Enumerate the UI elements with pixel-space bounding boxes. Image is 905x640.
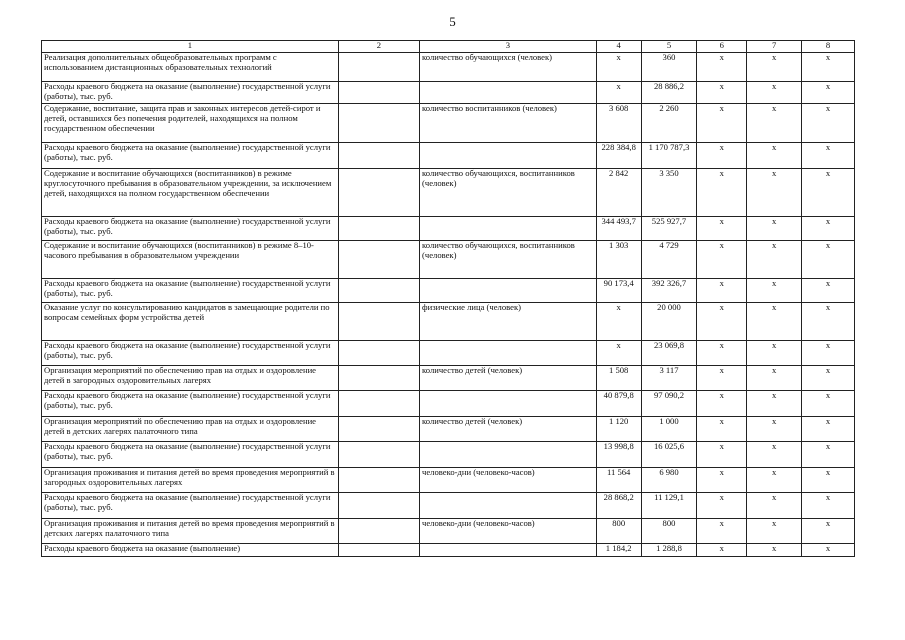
column-2-cell (338, 366, 419, 391)
value-col6-cell: х (697, 53, 747, 82)
value-col8-cell: х (802, 104, 855, 143)
value-col4-cell: 11 564 (596, 468, 641, 493)
value-col4-cell: 228 384,8 (596, 143, 641, 169)
indicator-cell (420, 493, 597, 519)
value-col5-cell: 1 170 787,3 (641, 143, 697, 169)
value-col6-cell: х (697, 493, 747, 519)
value-col4-cell: 40 879,8 (596, 391, 641, 417)
column-header-7: 7 (747, 41, 802, 53)
value-col8-cell: х (802, 53, 855, 82)
value-col4-cell: 1 303 (596, 241, 641, 279)
value-col6-cell: х (697, 169, 747, 217)
service-name-cell: Оказание услуг по консультированию кандидатов в замещающие родители по вопросам семейных форм устройства детей (42, 303, 339, 341)
service-name-cell: Содержание и воспитание обучающихся (воспитанников) в режиме 8–10-часового пребывания в образовательном учреждении (42, 241, 339, 279)
value-col5-cell: 3 117 (641, 366, 697, 391)
service-name-cell: Расходы краевого бюджета на оказание (выполнение) государственной услуги (работы), тыс. руб. (42, 341, 339, 366)
indicator-cell (420, 544, 597, 557)
value-col8-cell: х (802, 217, 855, 241)
value-col7-cell: х (747, 493, 802, 519)
value-col7-cell: х (747, 417, 802, 442)
value-col8-cell: х (802, 143, 855, 169)
table-row (42, 391, 855, 417)
value-col5-cell: 4 729 (641, 241, 697, 279)
column-2-cell (338, 544, 419, 557)
value-col4-cell: 344 493,7 (596, 217, 641, 241)
value-col4-cell: х (596, 341, 641, 366)
table-row (42, 279, 855, 303)
table-row (42, 493, 855, 519)
indicator-cell: человеко-дни (человеко-часов) (420, 519, 597, 544)
value-col5-cell: 360 (641, 53, 697, 82)
table-row (42, 143, 855, 169)
value-col6-cell: х (697, 391, 747, 417)
value-col6-cell: х (697, 519, 747, 544)
service-name-cell: Содержание, воспитание, защита прав и законных интересов детей-сирот и детей, оставшихся без попечения родителей, находящихся на полном государственном обеспечении (42, 104, 339, 143)
value-col5-cell: 11 129,1 (641, 493, 697, 519)
value-col8-cell: х (802, 341, 855, 366)
column-header-1: 1 (42, 41, 339, 53)
table-row (42, 241, 855, 279)
service-name-cell: Организация проживания и питания детей во время проведения мероприятий в загородных оздоровительных лагерях (42, 468, 339, 493)
value-col8-cell: х (802, 468, 855, 493)
value-col6-cell: х (697, 366, 747, 391)
value-col7-cell: х (747, 217, 802, 241)
value-col8-cell: х (802, 279, 855, 303)
column-2-cell (338, 341, 419, 366)
column-header-4: 4 (596, 41, 641, 53)
indicator-cell (420, 217, 597, 241)
indicator-cell: физические лица (человек) (420, 303, 597, 341)
indicator-cell: человеко-дни (человеко-часов) (420, 468, 597, 493)
value-col5-cell: 23 069,8 (641, 341, 697, 366)
value-col5-cell: 1 288,8 (641, 544, 697, 557)
column-header-6: 6 (697, 41, 747, 53)
table-row (42, 169, 855, 217)
value-col7-cell: х (747, 303, 802, 341)
value-col5-cell: 800 (641, 519, 697, 544)
value-col4-cell: 1 120 (596, 417, 641, 442)
column-header-5: 5 (641, 41, 697, 53)
value-col4-cell: х (596, 53, 641, 82)
value-col6-cell: х (697, 341, 747, 366)
value-col7-cell: х (747, 366, 802, 391)
indicator-cell (420, 442, 597, 468)
column-2-cell (338, 279, 419, 303)
column-2-cell (338, 391, 419, 417)
indicator-cell (420, 341, 597, 366)
value-col4-cell: 800 (596, 519, 641, 544)
column-2-cell (338, 442, 419, 468)
table-body (42, 53, 855, 557)
indicator-cell (420, 82, 597, 104)
indicator-cell: количество обучающихся, воспитанников (человек) (420, 241, 597, 279)
value-col4-cell: 28 868,2 (596, 493, 641, 519)
value-col8-cell: х (802, 417, 855, 442)
column-header-3: 3 (420, 41, 597, 53)
value-col7-cell: х (747, 279, 802, 303)
column-2-cell (338, 493, 419, 519)
service-name-cell: Расходы краевого бюджета на оказание (выполнение) государственной услуги (работы), тыс. руб. (42, 217, 339, 241)
value-col8-cell: х (802, 366, 855, 391)
table-row (42, 544, 855, 557)
value-col6-cell: х (697, 241, 747, 279)
service-name-cell: Расходы краевого бюджета на оказание (выполнение) государственной услуги (работы), тыс. руб. (42, 391, 339, 417)
service-name-cell: Расходы краевого бюджета на оказание (выполнение) (42, 544, 339, 557)
service-name-cell: Расходы краевого бюджета на оказание (выполнение) государственной услуги (работы), тыс. руб. (42, 82, 339, 104)
service-name-cell: Расходы краевого бюджета на оказание (выполнение) государственной услуги (работы), тыс. руб. (42, 442, 339, 468)
value-col6-cell: х (697, 417, 747, 442)
table-row (42, 217, 855, 241)
value-col4-cell: х (596, 82, 641, 104)
column-2-cell (338, 519, 419, 544)
service-name-cell: Расходы краевого бюджета на оказание (выполнение) государственной услуги (работы), тыс. руб. (42, 143, 339, 169)
column-number-row (42, 41, 855, 53)
service-name-cell: Содержание и воспитание обучающихся (воспитанников) в режиме круглосуточного пребывания в образовательном учреждении, за исключением детей, находящихся на полном государственном обеспечении (42, 169, 339, 217)
column-header-8: 8 (802, 41, 855, 53)
value-col7-cell: х (747, 169, 802, 217)
value-col4-cell: 2 842 (596, 169, 641, 217)
value-col5-cell: 1 000 (641, 417, 697, 442)
value-col6-cell: х (697, 104, 747, 143)
value-col4-cell: 90 173,4 (596, 279, 641, 303)
state-assignment-table (41, 40, 855, 557)
column-2-cell (338, 241, 419, 279)
table-row (42, 303, 855, 341)
value-col5-cell: 2 260 (641, 104, 697, 143)
value-col5-cell: 16 025,6 (641, 442, 697, 468)
service-name-cell: Реализация дополнительных общеобразовательных программ с использованием дистанционных образовательных технологий (42, 53, 339, 82)
value-col8-cell: х (802, 391, 855, 417)
column-2-cell (338, 468, 419, 493)
service-name-cell: Расходы краевого бюджета на оказание (выполнение) государственной услуги (работы), тыс. руб. (42, 279, 339, 303)
value-col5-cell: 97 090,2 (641, 391, 697, 417)
indicator-cell (420, 279, 597, 303)
table-row (42, 366, 855, 391)
value-col4-cell: 3 608 (596, 104, 641, 143)
table-row (42, 417, 855, 442)
value-col5-cell: 525 927,7 (641, 217, 697, 241)
column-2-cell (338, 104, 419, 143)
value-col4-cell: 1 184,2 (596, 544, 641, 557)
value-col7-cell: х (747, 341, 802, 366)
column-2-cell (338, 53, 419, 82)
table-header (42, 41, 855, 53)
value-col6-cell: х (697, 143, 747, 169)
table-row (42, 82, 855, 104)
column-2-cell (338, 169, 419, 217)
service-name-cell: Организация мероприятий по обеспечению прав на отдых и оздоровление детей в детских лагерях палаточного типа (42, 417, 339, 442)
page-number: 5 (449, 14, 456, 29)
value-col7-cell: х (747, 53, 802, 82)
service-name-cell: Организация мероприятий по обеспечению прав на отдых и оздоровление детей в загородных оздоровительных лагерях (42, 366, 339, 391)
value-col7-cell: х (747, 544, 802, 557)
value-col8-cell: х (802, 303, 855, 341)
value-col7-cell: х (747, 82, 802, 104)
value-col5-cell: 3 350 (641, 169, 697, 217)
column-2-cell (338, 303, 419, 341)
column-2-cell (338, 417, 419, 442)
indicator-cell: количество обучающихся (человек) (420, 53, 597, 82)
value-col5-cell: 28 886,2 (641, 82, 697, 104)
value-col8-cell: х (802, 493, 855, 519)
value-col6-cell: х (697, 544, 747, 557)
table-row (42, 53, 855, 82)
indicator-cell (420, 143, 597, 169)
value-col8-cell: х (802, 442, 855, 468)
value-col7-cell: х (747, 519, 802, 544)
service-name-cell: Расходы краевого бюджета на оказание (выполнение) государственной услуги (работы), тыс. руб. (42, 493, 339, 519)
value-col6-cell: х (697, 468, 747, 493)
value-col7-cell: х (747, 241, 802, 279)
value-col5-cell: 20 000 (641, 303, 697, 341)
value-col7-cell: х (747, 143, 802, 169)
value-col6-cell: х (697, 442, 747, 468)
column-2-cell (338, 217, 419, 241)
value-col8-cell: х (802, 241, 855, 279)
value-col4-cell: х (596, 303, 641, 341)
value-col6-cell: х (697, 303, 747, 341)
table-row (42, 468, 855, 493)
indicator-cell: количество обучающихся, воспитанников (человек) (420, 169, 597, 217)
table-row (42, 519, 855, 544)
value-col6-cell: х (697, 82, 747, 104)
value-col8-cell: х (802, 519, 855, 544)
table-row (42, 341, 855, 366)
value-col8-cell: х (802, 544, 855, 557)
column-2-cell (338, 143, 419, 169)
table-row (42, 442, 855, 468)
value-col6-cell: х (697, 279, 747, 303)
value-col8-cell: х (802, 82, 855, 104)
indicator-cell: количество детей (человек) (420, 417, 597, 442)
value-col4-cell: 1 508 (596, 366, 641, 391)
value-col7-cell: х (747, 391, 802, 417)
indicator-cell (420, 391, 597, 417)
value-col6-cell: х (697, 217, 747, 241)
service-name-cell: Организация проживания и питания детей во время проведения мероприятий в детских лагерях палаточного типа (42, 519, 339, 544)
value-col7-cell: х (747, 468, 802, 493)
column-header-2: 2 (338, 41, 419, 53)
indicator-cell: количество воспитанников (человек) (420, 104, 597, 143)
indicator-cell: количество детей (человек) (420, 366, 597, 391)
value-col5-cell: 6 980 (641, 468, 697, 493)
value-col7-cell: х (747, 442, 802, 468)
table-row (42, 104, 855, 143)
value-col7-cell: х (747, 104, 802, 143)
value-col5-cell: 392 326,7 (641, 279, 697, 303)
column-2-cell (338, 82, 419, 104)
value-col8-cell: х (802, 169, 855, 217)
value-col4-cell: 13 998,8 (596, 442, 641, 468)
